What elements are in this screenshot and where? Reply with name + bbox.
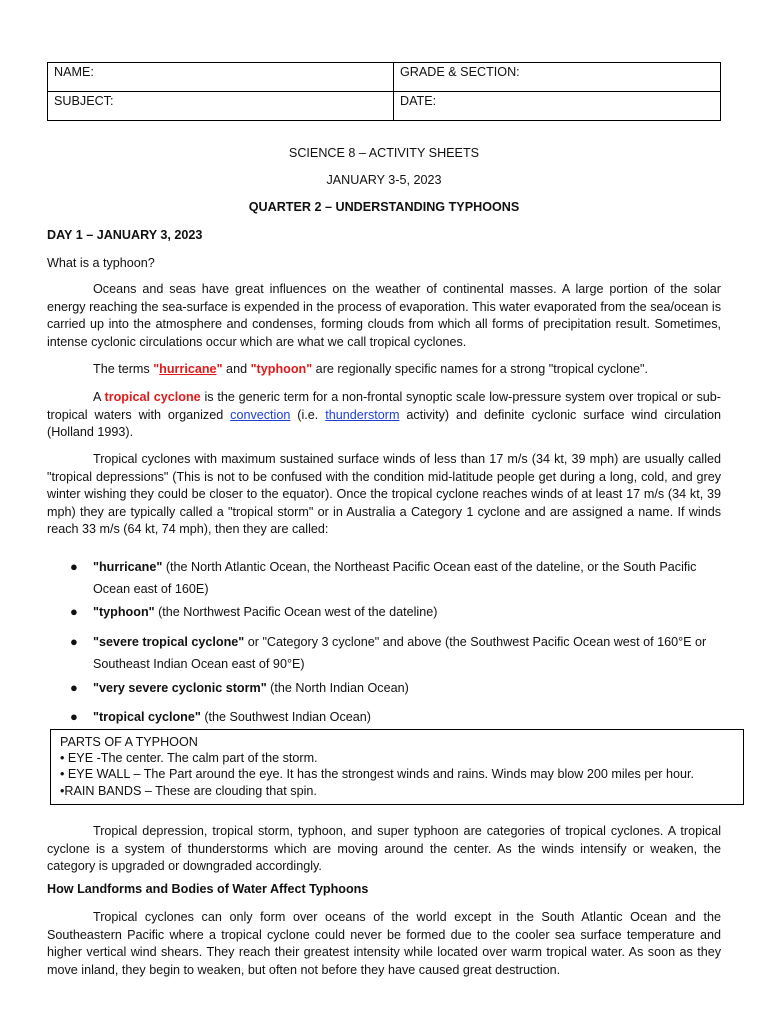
- paragraph-classification: Tropical cyclones with maximum sustained surface winds of less than 17 m/s (34 kt, 39 mph) are usually called "tropical depressions" (This is not to be confused with the condition mid-latitude people get during a long, cold, and grey winter wishing they could be closer to the equator). Once the tropical cyclone reaches winds of at least 17 m/s (34 kt, 39 mph) they are typically called a "tropical storm" or in Australia a Category 1 cyclone and are assigned a name. If winds reach 33 m/s (64 kt, 74 mph), then they are called:: [47, 452, 721, 537]
- bullet-icon: ●: [70, 634, 78, 649]
- student-info-table: [47, 62, 721, 121]
- tropical-cyclone-term: tropical cyclone: [104, 390, 201, 404]
- part-rain-bands: •RAIN BANDS – These are clouding that spin.: [60, 783, 317, 798]
- paragraph-terms: The terms "hurricane" and "typhoon" are regionally specific names for a strong "tropical cyclone".: [93, 362, 649, 376]
- grade-section-label: GRADE & SECTION:: [400, 65, 520, 79]
- hurricane-term: hurricane: [159, 362, 217, 376]
- paragraph-landforms: Tropical cyclones can only form over oceans of the world except in the South Atlantic Ocean and the Southeastern Pacific where a tropical cyclone could never be formed due to the cooler sea surface temperature and higher vertical wind shears. They reach their greatest intensity while located over warm tropical water. As soon as they move inland, they begin to weaken, but often not before they have caused great destruction.: [47, 910, 721, 977]
- date-label: DATE:: [400, 94, 437, 108]
- name-field[interactable]: [48, 63, 394, 92]
- paragraph-categories: Tropical depression, tropical storm, typhoon, and super typhoon are categories of tropical cyclones. A tropical cyclone is a system of thunderstorms which are moving around the center. As the winds intensify or weaken, the category is upgraded or downgraded accordingly.: [47, 824, 721, 874]
- part-eye-wall: • EYE WALL – The Part around the eye. It has the strongest winds and rains. Winds may blow 200 miles per hour.: [60, 767, 694, 782]
- parts-box-title: PARTS OF A TYPHOON: [60, 735, 198, 749]
- paragraph-oceans: Oceans and seas have great influences on the weather of continental masses. A large portion of the solar energy reaching the sea-surface is expended in the process of evaporation. This water evaporated from the sea/ocean is carried up into the atmosphere and condenses, forming clouds from which all forms of precipitation result. Sometimes, intense cyclonic circulations occur which are what we call tropical cyclones.: [47, 282, 721, 349]
- day-heading: DAY 1 – JANUARY 3, 2023: [47, 228, 203, 242]
- bullet-icon: ●: [70, 604, 78, 619]
- activity-dates: JANUARY 3-5, 2023: [326, 173, 442, 187]
- document-title: SCIENCE 8 – ACTIVITY SHEETS: [288, 146, 480, 160]
- typhoon-term: "typhoon": [250, 362, 313, 376]
- quarter-heading: QUARTER 2 – UNDERSTANDING TYPHOONS: [248, 200, 520, 214]
- thunderstorm-link[interactable]: thunderstorm: [325, 407, 400, 422]
- date-field[interactable]: [394, 92, 721, 121]
- subject-label: SUBJECT:: [54, 94, 114, 108]
- landforms-heading: How Landforms and Bodies of Water Affect Typhoons: [47, 882, 369, 896]
- parts-of-typhoon-box: [50, 729, 744, 805]
- subject-field[interactable]: [48, 92, 394, 121]
- question-heading: What is a typhoon?: [47, 256, 155, 270]
- paragraph-definition: A tropical cyclone is the generic term for a non-frontal synoptic scale low-pressure system over tropical or sub-tropical waters with organized convection (i.e. thunderstorm activity) and definite cyclonic surface wind circulation (Holland 1993).: [47, 390, 721, 440]
- grade-section-field[interactable]: [394, 63, 721, 92]
- part-eye: • EYE -The center. The calm part of the storm.: [60, 751, 318, 766]
- bullet-icon: ●: [70, 680, 78, 695]
- bullet-icon: ●: [70, 709, 78, 724]
- bullet-icon: ●: [70, 559, 78, 574]
- convection-link[interactable]: convection: [230, 407, 291, 422]
- name-label: NAME:: [54, 65, 94, 79]
